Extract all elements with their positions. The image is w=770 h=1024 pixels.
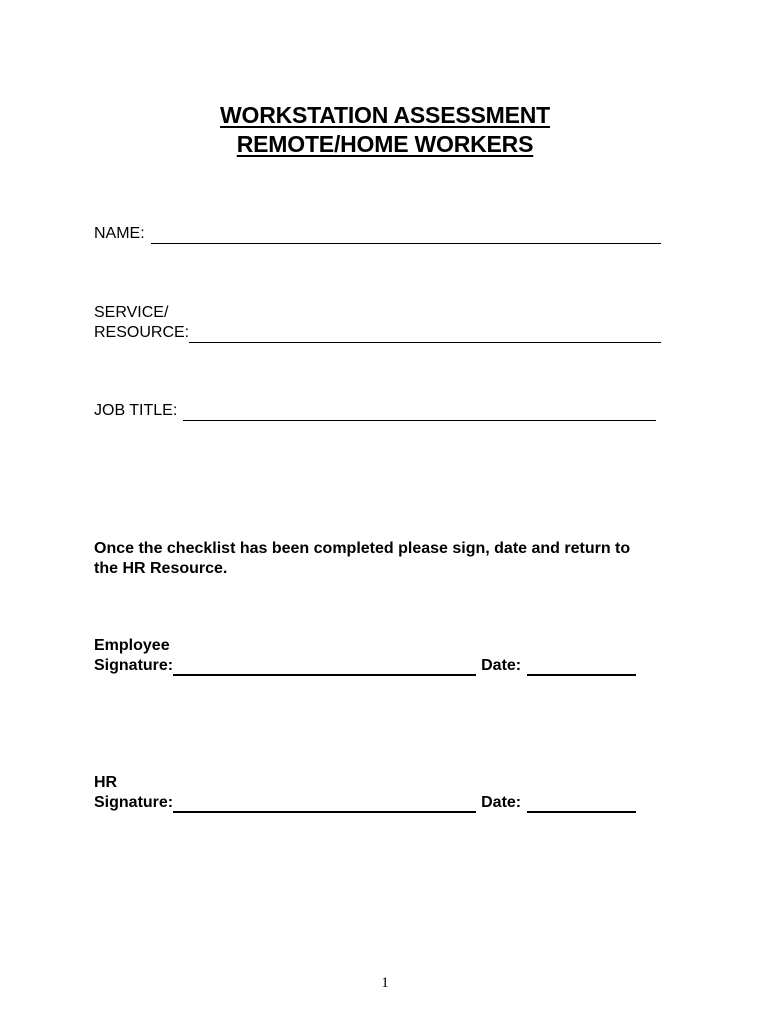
job-title-field <box>94 401 656 421</box>
hr-signature-line[interactable] <box>173 796 476 813</box>
service-resource-input-line[interactable] <box>189 327 661 343</box>
employee-date-line[interactable] <box>527 659 636 676</box>
hr-label: HR <box>94 774 118 791</box>
title-line-2: REMOTE/HOME WORKERS <box>236 131 534 157</box>
service-label-line1: SERVICE/ <box>94 304 169 321</box>
name-field <box>94 224 661 244</box>
title-line-1: WORKSTATION ASSESSMENT <box>220 102 550 128</box>
name-label: NAME: <box>94 225 145 242</box>
employee-label: Employee <box>94 637 170 654</box>
job-title-label: JOB TITLE: <box>94 402 178 419</box>
name-input-line[interactable] <box>151 228 661 244</box>
hr-signature-label: Signature: <box>94 794 174 811</box>
service-resource-field <box>94 323 661 343</box>
employee-signature-row <box>94 656 636 676</box>
employee-signature-label: Signature: <box>94 657 174 674</box>
employee-signature-line[interactable] <box>173 659 476 676</box>
job-title-input-line[interactable] <box>183 405 656 421</box>
hr-date-line[interactable] <box>527 796 636 813</box>
instructions-text: Once the checklist has been completed please sign, date and return to the HR Resource. <box>94 540 631 577</box>
page-number: 1 <box>381 975 389 991</box>
hr-date-label: Date: <box>481 794 522 811</box>
hr-signature-row <box>94 793 636 813</box>
employee-date-label: Date: <box>481 657 522 674</box>
resource-label: RESOURCE: <box>94 324 190 341</box>
